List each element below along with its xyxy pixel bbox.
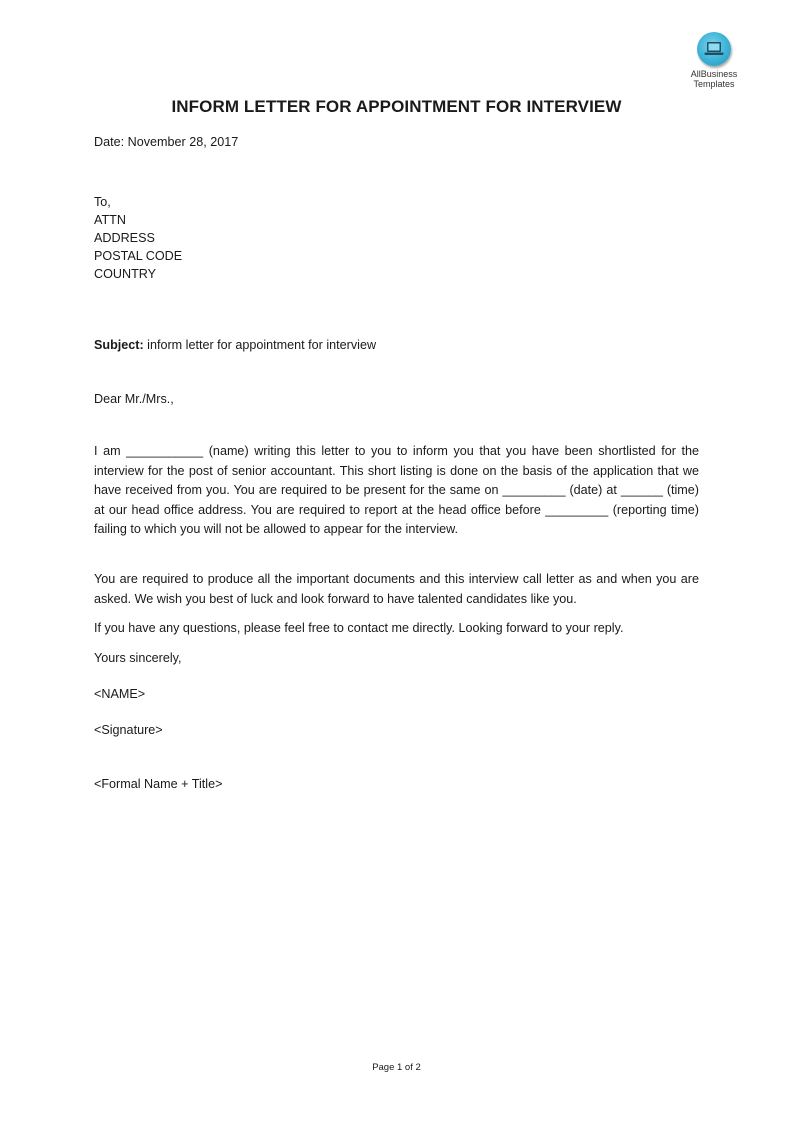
recipient-postal-code: POSTAL CODE	[94, 249, 183, 263]
closing: Yours sincerely,	[94, 651, 182, 665]
logo-text-line2: Templates	[693, 79, 735, 89]
subject-label: Subject:	[94, 338, 144, 352]
page-number: Page 1 of 2	[372, 1062, 421, 1073]
document-title: INFORM LETTER FOR APPOINTMENT FOR INTERVIEW	[171, 97, 622, 116]
salutation: Dear Mr./Mrs.,	[94, 392, 174, 406]
paragraph-1: I am ___________ (name) writing this letter to you to inform you that you have been shortlisted for the interview for the post of senior accountant. This short listing is done on the basis of the application that we have received from you. You are required to be present for the same on _________ (date) at ______ (time) at our head office address. You are required to report at the head office before _________ (reporting time) failing to which you will not be allowed to appear for the interview.	[94, 444, 699, 536]
sender-name: <NAME>	[94, 687, 146, 701]
allbusiness-logo	[681, 32, 747, 89]
formal-name-title: <Formal Name + Title>	[94, 777, 223, 791]
subject-line	[94, 336, 376, 354]
laptop-icon	[697, 32, 731, 66]
logo-text-line1: AllBusiness	[690, 69, 738, 79]
recipient-country: COUNTRY	[94, 267, 157, 281]
paragraph-2: You are required to produce all the important documents and this interview call letter as and when you are asked. We wish you best of luck and look forward to have talented candidates like you.	[94, 572, 699, 606]
signature-placeholder: <Signature>	[94, 723, 163, 737]
letter-date: Date: November 28, 2017	[94, 135, 239, 149]
recipient-address: ADDRESS	[94, 231, 155, 245]
subject-text: inform letter for appointment for interview	[143, 338, 377, 352]
recipient-to: To,	[94, 195, 111, 209]
paragraph-3: If you have any questions, please feel free to contact me directly. Looking forward to your reply.	[94, 621, 624, 635]
recipient-attn: ATTN	[94, 213, 126, 227]
